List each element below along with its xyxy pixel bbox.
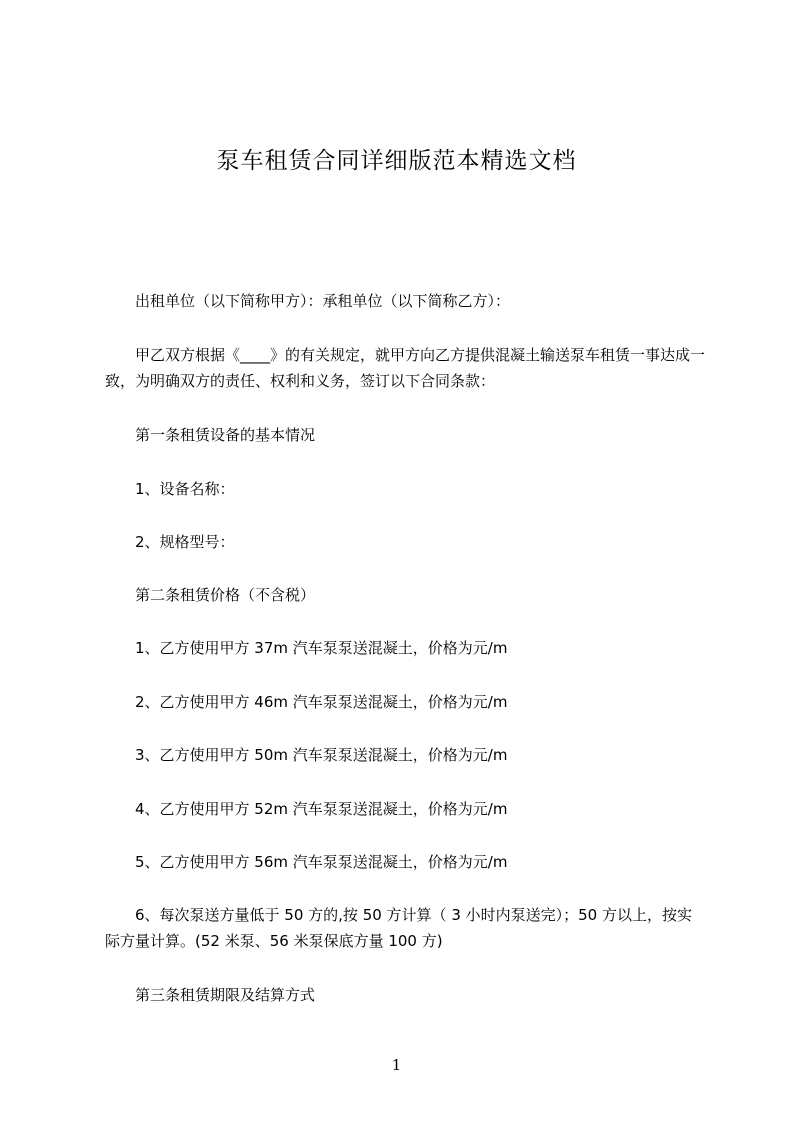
article-2-heading: 第二条租赁价格（不含税） [135, 586, 316, 604]
item-model-spec: 2、规格型号： [135, 533, 235, 551]
price-item-52m: 4、乙方使用甲方 52m 汽车泵泵送混凝土，价格为元/m [135, 800, 508, 818]
price-item-50m: 3、乙方使用甲方 50m 汽车泵泵送混凝土，价格为元/m [135, 746, 508, 764]
price-item-46m: 2、乙方使用甲方 46m 汽车泵泵送混凝土，价格为元/m [135, 693, 508, 711]
page-number: 1 [391, 1056, 402, 1074]
article-3-heading: 第三条租赁期限及结算方式 [135, 986, 316, 1004]
item-equipment-name: 1、设备名称： [135, 480, 235, 498]
price-item-37m: 1、乙方使用甲方 37m 汽车泵泵送混凝土，价格为元/m [135, 639, 508, 657]
article-1-heading: 第一条租赁设备的基本情况 [135, 426, 316, 444]
minimum-volume-clause: 6、每次泵送方量低于 50 方的,按 50 方计算（ 3 小时内泵送完）；50 方以上，按实际方量计算。(52 米泵、56 米泵保底方量 100 方) [105, 906, 692, 950]
price-item-56m: 5、乙方使用甲方 56m 汽车泵泵送混凝土，价格为元/m [135, 853, 508, 871]
preamble-paragraph: 甲乙双方根据《____》的有关规定，就甲方向乙方提供混凝土输送泵车租赁一事达成一致，为明确双方的责任、权利和义务，签订以下合同条款： [105, 346, 706, 390]
document-title: 泵车租赁合同详细版范本精选文档 [216, 148, 577, 174]
parties-line: 出租单位（以下简称甲方）：承租单位（以下简称乙方）： [135, 292, 511, 310]
